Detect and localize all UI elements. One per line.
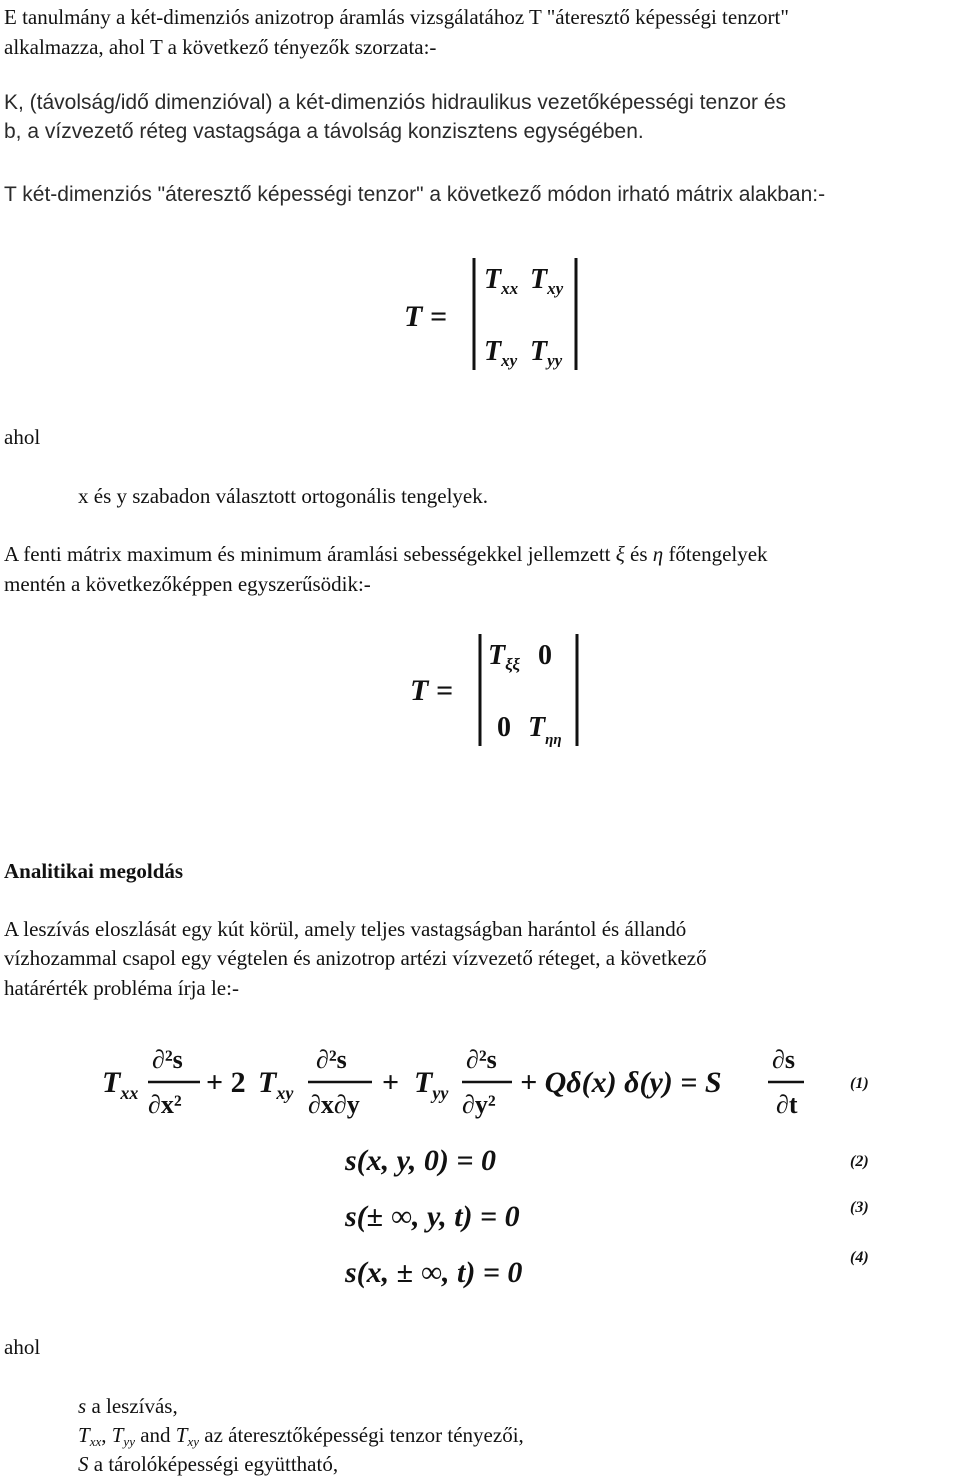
def-s-text: a leszívás, <box>86 1394 178 1418</box>
eq1-f2-num: ∂²s <box>316 1045 347 1074</box>
eq1-t2: $T_{xy}$ <box>258 1066 294 1103</box>
para-5-line-1: A leszívás eloszlását egy kút körül, amely teljes vastagságban harántol és állandó <box>4 917 687 941</box>
matrix-2-lhs: T = <box>410 674 453 707</box>
matrix-2-a12: 0 <box>538 640 552 671</box>
def-t-text: az áteresztőképességi tenzor tényezői, <box>199 1423 524 1447</box>
eq1-t3: $T_{yy}$ <box>414 1066 449 1103</box>
matrix-1-lhs: T = <box>404 300 447 333</box>
eq2-number: (2) <box>850 1153 869 1170</box>
eq4-number: (4) <box>850 1249 869 1266</box>
eq3-text: s(± ∞, y, t) = 0 <box>345 1200 520 1233</box>
eta-symbol: η <box>652 542 664 566</box>
matrix-1-a12: $T_{xy}$ <box>530 264 564 298</box>
matrix-1 <box>404 258 576 370</box>
definition-t <box>78 1421 524 1450</box>
para-1-line-1: E tanulmány a két-dimenziós anizotrop áramlás vizsgálatához T "áteresztő képességi tenzort" <box>4 5 789 29</box>
def-tyy-sub: yy <box>123 1434 135 1449</box>
matrix-2-a22: $T_{\eta\eta}$ <box>528 712 562 748</box>
eq1-f4-den: ∂t <box>776 1090 798 1119</box>
def-s-symbol: s <box>78 1394 87 1418</box>
eq1-f4-num: ∂s <box>772 1045 795 1074</box>
def-txx-symbol: T <box>78 1423 90 1447</box>
para-4-pre: A fenti mátrix maximum és minimum áramlási sebességekkel jellemzett <box>4 542 616 566</box>
eq3-number: (3) <box>850 1199 869 1216</box>
section-heading: Analitikai megoldás <box>4 859 184 883</box>
xi-symbol: ξ <box>615 542 625 566</box>
equation-2 <box>344 1144 869 1177</box>
para-4-post: főtengelyek <box>663 542 768 566</box>
eq1-f3-den: ∂y² <box>462 1090 496 1119</box>
def-S-symbol: S <box>78 1452 89 1476</box>
def-txy-symbol: T <box>175 1423 188 1447</box>
def-tyy-symbol: T <box>111 1423 124 1447</box>
para-2-line-1: K, (távolság/idő dimenzióval) a két-dimenziós hidraulikus vezetőképességi tenzor és <box>4 91 787 114</box>
para-1-line-2: alkalmazza, ahol T a következő tényezők szorzata:- <box>4 35 437 59</box>
eq2-text: s(x, y, 0) = 0 <box>345 1144 496 1177</box>
para-4-mid: és <box>624 542 653 566</box>
eq1-f2-den: ∂x∂y <box>308 1090 360 1119</box>
eq1-f1-den: ∂x² <box>148 1090 182 1119</box>
matrix-1-a21: $T_{xy}$ <box>484 336 518 370</box>
eq1-number: (1) <box>850 1075 869 1092</box>
definition-s <box>78 1392 178 1421</box>
para-4-line-1 <box>4 540 768 569</box>
def-and: and <box>134 1423 176 1447</box>
def-txy-sub: xy <box>187 1434 200 1449</box>
eq1-f1-num: ∂²s <box>152 1045 183 1074</box>
def-S-text: a tárolóképességi együttható, <box>88 1452 339 1476</box>
para-5-line-3: határérték probléma írja le:- <box>4 976 239 1000</box>
para-2-line-2: b, a vízvezető réteg vastagsága a távolság konzisztens egységében. <box>4 120 644 143</box>
eq4-text: s(x, ± ∞, t) = 0 <box>345 1256 523 1289</box>
equation-1 <box>102 1045 869 1119</box>
def-sep: , <box>101 1423 112 1447</box>
eq1-t1: $T_{xx}$ <box>102 1066 139 1103</box>
ahol-label-2: ahol <box>4 1335 41 1359</box>
matrix-1-a22: $T_{yy}$ <box>530 336 563 370</box>
matrix-2 <box>410 634 577 748</box>
equation-3 <box>344 1199 869 1233</box>
para-5-line-2: vízhozammal csapol egy végtelen és anizotrop artézi vízvezető réteget, a következő <box>4 946 707 970</box>
axes-note: x és y szabadon választott ortogonális tengelyek. <box>78 484 488 508</box>
equation-4 <box>344 1249 869 1289</box>
definition-S <box>78 1450 338 1479</box>
eq1-plus-1: + 2 <box>206 1066 246 1099</box>
eq1-f3-num: ∂²s <box>466 1045 497 1074</box>
para-4-line-2: mentén a következőképpen egyszerűsödik:- <box>4 572 371 596</box>
matrix-2-a11: $T_{\xi\xi}$ <box>488 640 520 674</box>
matrix-1-a11: $T_{xx}$ <box>484 264 519 298</box>
ahol-label-1: ahol <box>4 425 41 449</box>
eq1-plus-2: + <box>382 1066 400 1099</box>
def-txx-sub: xx <box>89 1434 102 1449</box>
matrix-2-a21: 0 <box>497 712 511 743</box>
para-3-line-1: T két-dimenziós "áteresztő képességi tenzor" a következő módon irható mátrix alakban:- <box>4 183 826 206</box>
eq1-rest: + Qδ(x) δ(y) = S <box>520 1066 722 1099</box>
